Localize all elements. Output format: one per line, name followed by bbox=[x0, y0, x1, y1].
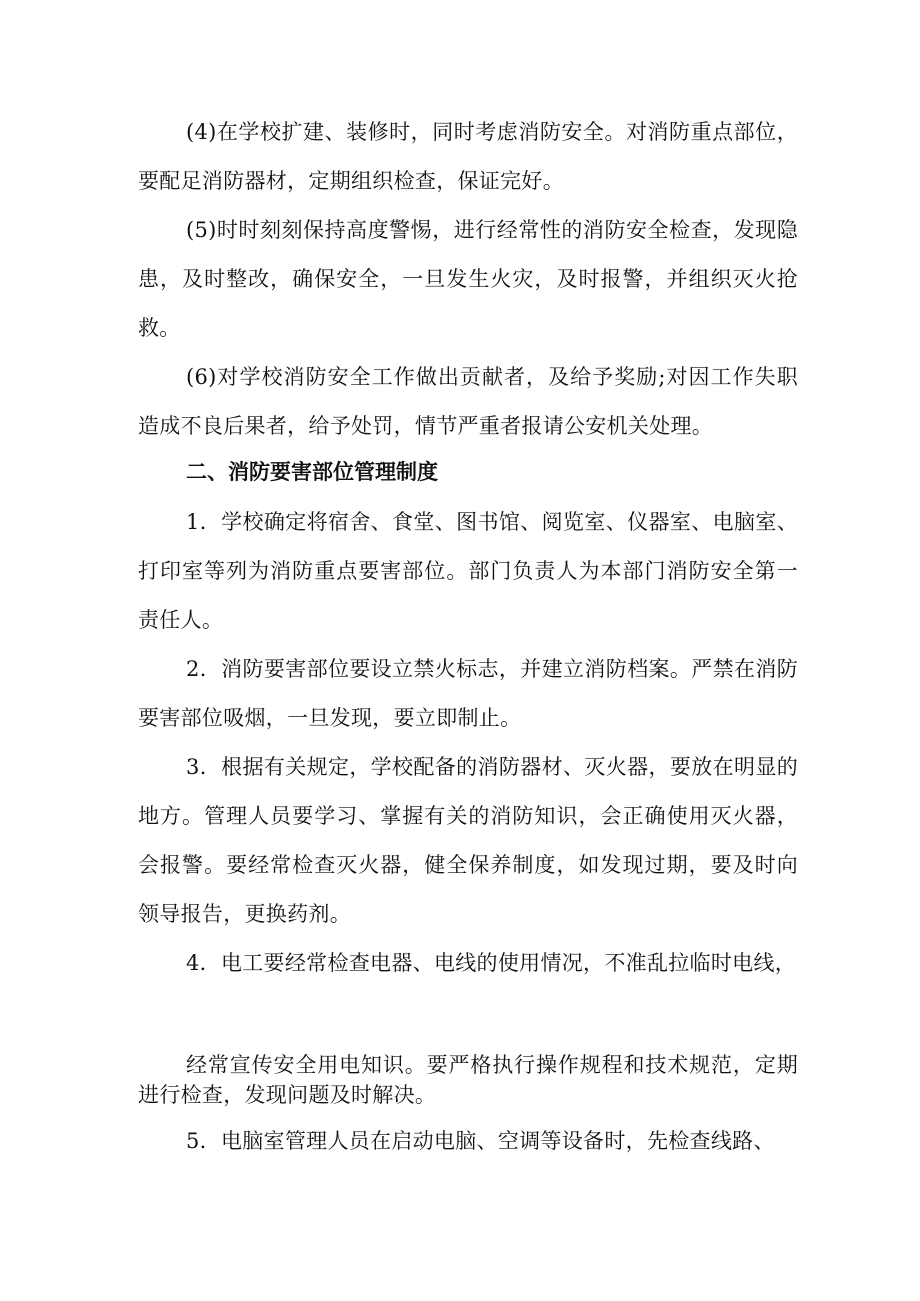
item-5: 5．电脑室管理人员在启动电脑、空调等设备时，先检查线路、 bbox=[186, 1129, 775, 1153]
paragraph-5: (5)时时刻刻保持高度警惕，进行经常性的消防安全检查，发现隐患，及时整改，确保安全，一旦发生火灾，及时报警，并组织灭火抢救。 bbox=[138, 218, 798, 340]
item-1: 1．学校确定将宿舍、食堂、图书馆、阅览室、仪器室、电脑室、打印室等列为消防重点要害部位。部门负责人为本部门消防安全第一责任人。 bbox=[138, 510, 798, 632]
paragraph-6: (6)对学校消防安全工作做出贡献者，及给予奖励;对因工作失职造成不良后果者，给予处罚，情节严重者报请公安机关处理。 bbox=[138, 365, 798, 438]
item-3: 3．根据有关规定，学校配备的消防器材、灭火器，要放在明显的地方。管理人员要学习、掌握有关的消防知识，会正确使用灭火器，会报警。要经常检查灭火器，健全保养制度，如发现过期，要及时向领导报告，更换药剂。 bbox=[138, 755, 798, 926]
paragraph-4: (4)在学校扩建、装修时，同时考虑消防安全。对消防重点部位，要配足消防器材，定期组织检查，保证完好。 bbox=[138, 120, 798, 193]
item-2: 2．消防要害部位要设立禁火标志，并建立消防档案。严禁在消防要害部位吸烟，一旦发现，要立即制止。 bbox=[138, 657, 798, 730]
section-heading: 二、消防要害部位管理制度 bbox=[186, 460, 438, 484]
item-4: 4．电工要经常检查电器、电线的使用情况，不准乱拉临时电线， bbox=[186, 951, 797, 975]
item-4-continuation: 经常宣传安全用电知识。要严格执行操作规程和技术规范，定期进行检查，发现问题及时解决。 bbox=[138, 1053, 798, 1107]
